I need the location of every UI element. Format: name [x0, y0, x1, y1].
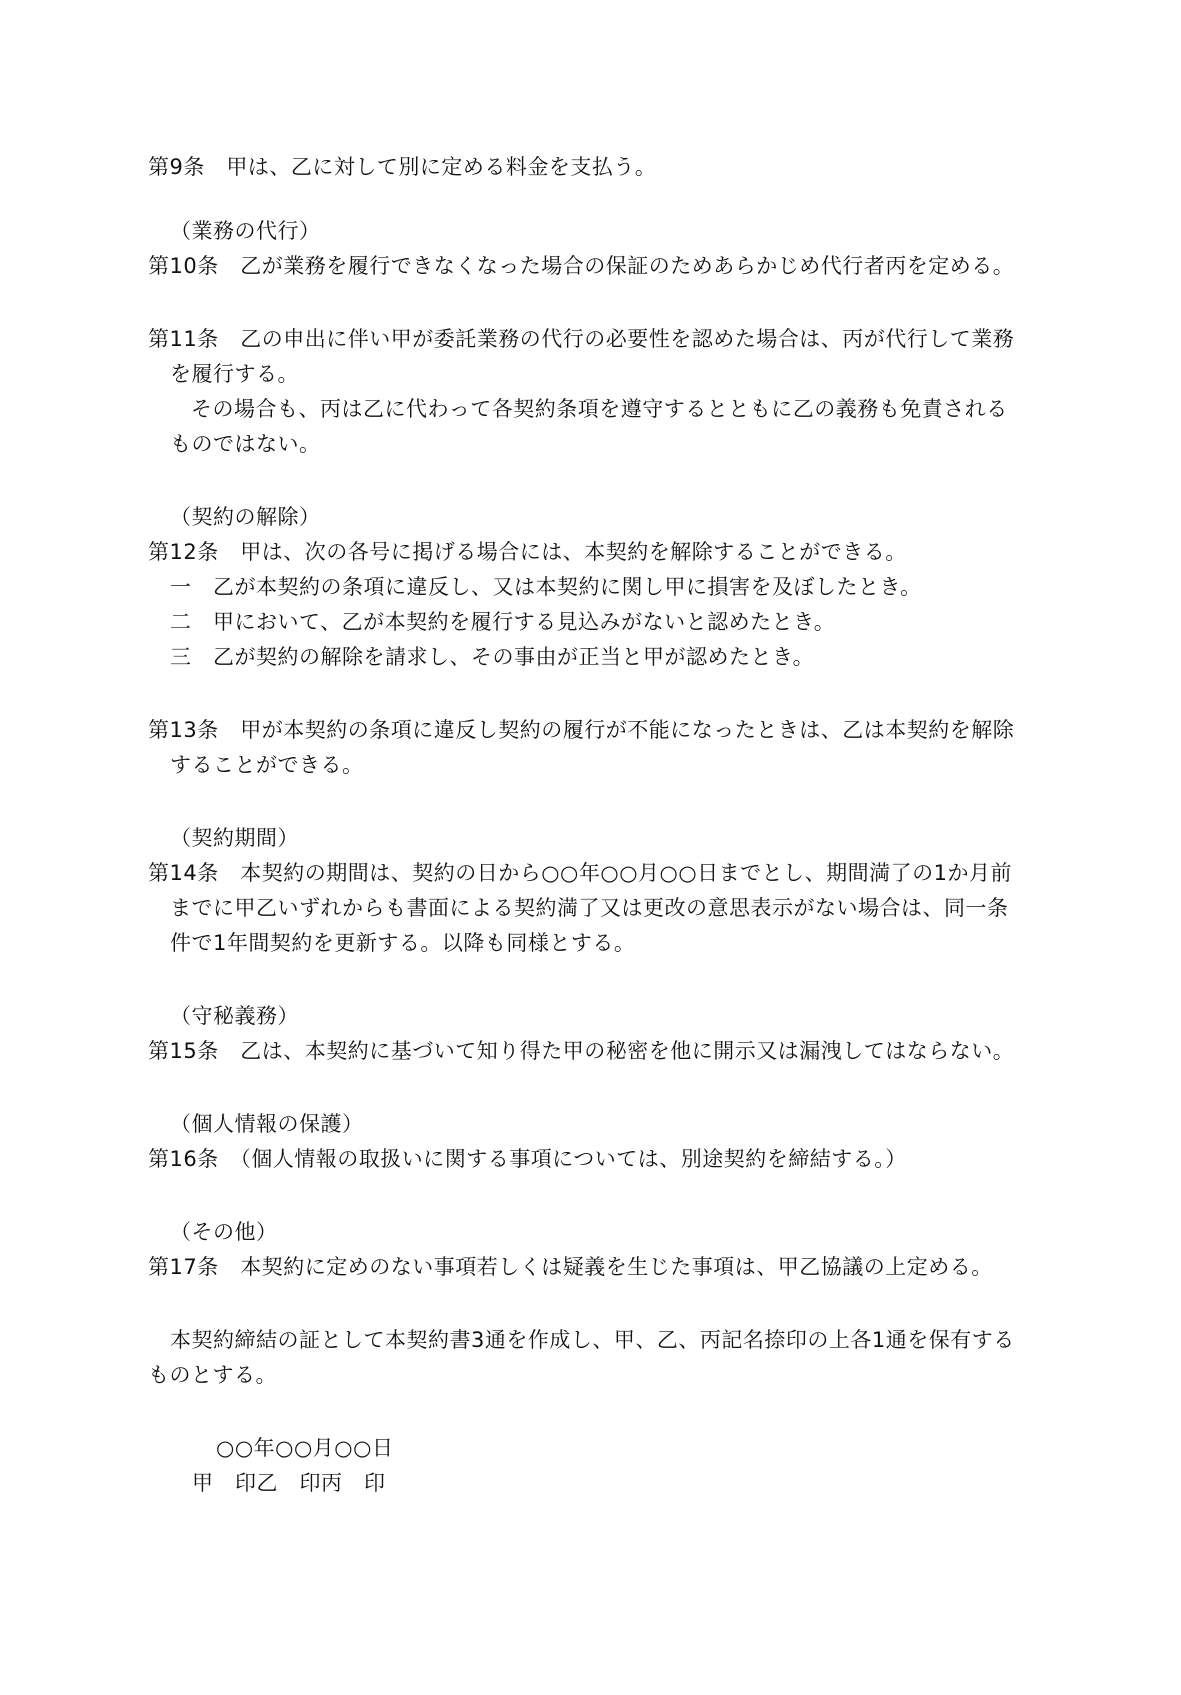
signature-seals: 甲 印乙 印丙 印: [192, 1471, 386, 1495]
closing-line-2: ものとする。: [148, 1363, 277, 1387]
article-10: 第10条 乙が業務を履行できなくなった場合の保証のためあらかじめ代行者丙を定める。: [148, 254, 1015, 278]
heading-personal-info: （個人情報の保護）: [170, 1112, 364, 1136]
article-15: 第15条 乙は、本契約に基づいて知り得た甲の秘密を他に開示又は漏洩してはならない。: [148, 1039, 1015, 1063]
article-13-line-2: することができる。: [170, 753, 364, 777]
article-12-item-1: 一 乙が本契約の条項に違反し、又は本契約に関し甲に損害を及ぼしたとき。: [170, 575, 922, 599]
article-17: 第17条 本契約に定めのない事項若しくは疑義を生じた事項は、甲乙協議の上定める。: [148, 1255, 993, 1279]
heading-agency: （業務の代行）: [170, 219, 321, 243]
heading-contract-period: （契約期間）: [170, 826, 299, 850]
article-16: 第16条 （個人情報の取扱いに関する事項については、別途契約を締結する。）: [148, 1147, 907, 1171]
heading-confidentiality: （守秘義務）: [170, 1004, 299, 1028]
heading-termination: （契約の解除）: [170, 505, 321, 529]
article-14-line-2: までに甲乙いずれからも書面による契約満了又は更改の意思表示がない場合は、同一条: [170, 896, 1009, 920]
article-11-line-4: ものではない。: [170, 432, 321, 456]
article-13-line-1: 第13条 甲が本契約の条項に違反し契約の履行が不能になったときは、乙は本契約を解除: [148, 718, 1015, 742]
article-14-line-1: 第14条 本契約の期間は、契約の日から○○年○○月○○日までとし、期間満了の1か月前: [148, 861, 1013, 885]
article-12-item-2: 二 甲において、乙が本契約を履行する見込みがないと認めたとき。: [170, 610, 836, 634]
heading-other: （その他）: [170, 1220, 278, 1244]
article-11-line-2: を履行する。: [170, 362, 299, 386]
article-14-line-3: 件で1年間契約を更新する。以降も同様とする。: [170, 931, 636, 955]
article-11-line-1: 第11条 乙の申出に伴い甲が委託業務の代行の必要性を認めた場合は、丙が代行して業務: [148, 327, 1015, 351]
article-12: 第12条 甲は、次の各号に掲げる場合には、本契約を解除することができる。: [148, 540, 907, 564]
closing-line-1: 本契約締結の証として本契約書3通を作成し、甲、乙、丙記名捺印の上各1通を保有する: [170, 1328, 1015, 1352]
article-11-line-3: その場合も、丙は乙に代わって各契約条項を遵守するとともに乙の義務も免責される: [191, 397, 1008, 421]
contract-date: ○○年○○月○○日: [216, 1436, 394, 1460]
article-9: 第9条 甲は、乙に対して別に定める料金を支払う。: [148, 155, 657, 179]
article-12-item-3: 三 乙が契約の解除を請求し、その事由が正当と甲が認めたとき。: [170, 645, 815, 669]
